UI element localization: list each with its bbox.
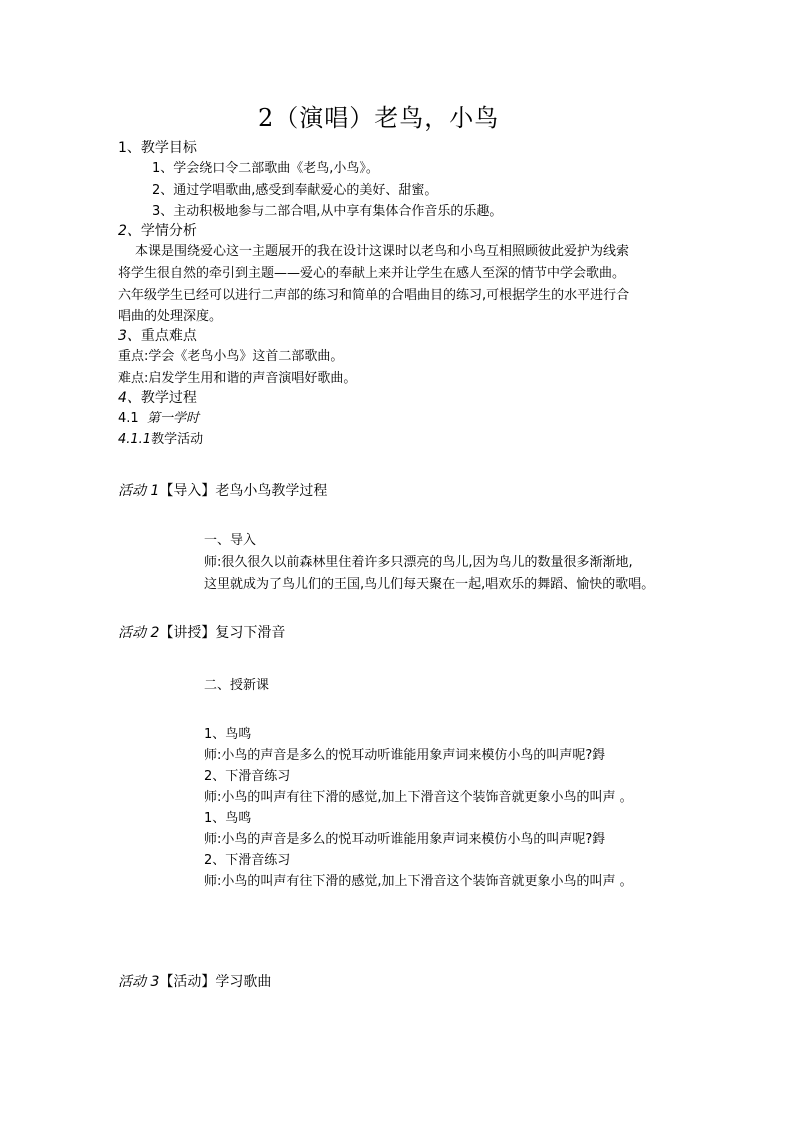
- section-number: 2、: [118, 223, 141, 239]
- objective-item: 3、主动积极地参与二部合唱,从中享有集体合作音乐的乐趣。: [152, 204, 503, 219]
- activity-label: 活动 2: [118, 625, 160, 641]
- teacher-line: 这里就成为了鸟儿们的王国,鸟儿们每天聚在一起,唱欢乐的舞蹈、愉快的歌唱。: [204, 577, 655, 592]
- section-title: 教学过程: [140, 390, 197, 406]
- lesson-line: 2、下滑音练习: [204, 853, 291, 868]
- section-title: 重点难点: [140, 328, 197, 344]
- subsection-heading: [118, 433, 203, 446]
- key-point-text: 重点:学会《老鸟小鸟》这首二部歌曲。: [118, 349, 344, 364]
- lesson-line: 师:小鸟的声音是多么的悦耳动听谁能用象声词来模仿小鸟的叫声呢?鍀: [204, 748, 606, 763]
- activity-tag: 【讲授】: [159, 625, 216, 641]
- activity-label: 活动 1: [118, 483, 160, 499]
- section-number: 3、: [118, 328, 141, 344]
- lesson-line: 师:小鸟的声音是多么的悦耳动听谁能用象声词来模仿小鸟的叫声呢?鍀: [204, 832, 606, 847]
- lesson-line: 1、鸟鸣: [204, 811, 252, 826]
- section-title: 学情分析: [140, 223, 197, 239]
- activity-label: 活动 3: [118, 974, 160, 990]
- section-heading-key-points: [118, 329, 197, 343]
- section-heading-analysis: [118, 224, 197, 238]
- activity-section-title: 一、导入: [204, 533, 257, 548]
- objective-item: 2、通过学唱歌曲,感受到奉献爱心的美好、甜蜜。: [152, 183, 438, 198]
- section-heading-objectives: 1、教学目标: [118, 140, 197, 156]
- section-number: 4、: [118, 390, 141, 406]
- teacher-line: 师:很久很久以前森林里住着许多只漂亮的鸟儿,因为鸟儿的数量很多渐渐地,: [204, 555, 633, 570]
- lesson-line: 师:小鸟的叫声有往下滑的感觉,加上下滑音这个装饰音就更象小鸟的叫声 。: [204, 874, 633, 889]
- activity-section-title: 二、授新课: [204, 678, 270, 693]
- activity-heading: [118, 626, 285, 640]
- difficulty-text: 难点:启发学生用和谐的声音演唱好歌曲。: [118, 371, 357, 386]
- subsection-heading: [118, 412, 199, 425]
- subsection-number: 4.1.1: [118, 432, 152, 447]
- activity-heading: [118, 975, 271, 989]
- activity-name: 老鸟小鸟教学过程: [215, 483, 328, 499]
- activity-name: 学习歌曲: [215, 974, 272, 990]
- lesson-line: 师:小鸟的叫声有往下滑的感觉,加上下滑音这个装饰音就更象小鸟的叫声 。: [204, 790, 633, 805]
- activity-tag: 【活动】: [159, 974, 216, 990]
- lesson-line: 1、鸟鸣: [204, 727, 252, 742]
- paragraph-line: 六年级学生已经可以进行二声部的练习和简单的合唱曲目的练习,可根据学生的水平进行合: [118, 288, 630, 303]
- subsection-title: 教学活动: [151, 432, 204, 447]
- paragraph-line: 本课是围绕爱心这一主题展开的我在设计这课时以老鸟和小鸟互相照顾彼此爱护为线索: [135, 244, 630, 259]
- activity-tag: 【导入】: [159, 483, 216, 499]
- paragraph-line: 将学生很自然的牵引到主题——爱心的奉献上来并让学生在感人至深的情节中学会歌曲。: [118, 266, 626, 281]
- subsection-number: 4.1: [118, 411, 139, 426]
- document-title: 2（演唱）老鸟，小鸟: [258, 104, 500, 132]
- activity-heading: [118, 484, 327, 498]
- objective-item: 1、学会绕口令二部歌曲《老鸟,小鸟》。: [152, 161, 379, 176]
- lesson-line: 2、下滑音练习: [204, 769, 291, 784]
- subsection-title: 第一学时: [146, 411, 199, 426]
- section-heading-process: [118, 391, 197, 405]
- paragraph-line: 唱曲的处理深度。: [118, 309, 223, 324]
- activity-name: 复习下滑音: [215, 625, 286, 641]
